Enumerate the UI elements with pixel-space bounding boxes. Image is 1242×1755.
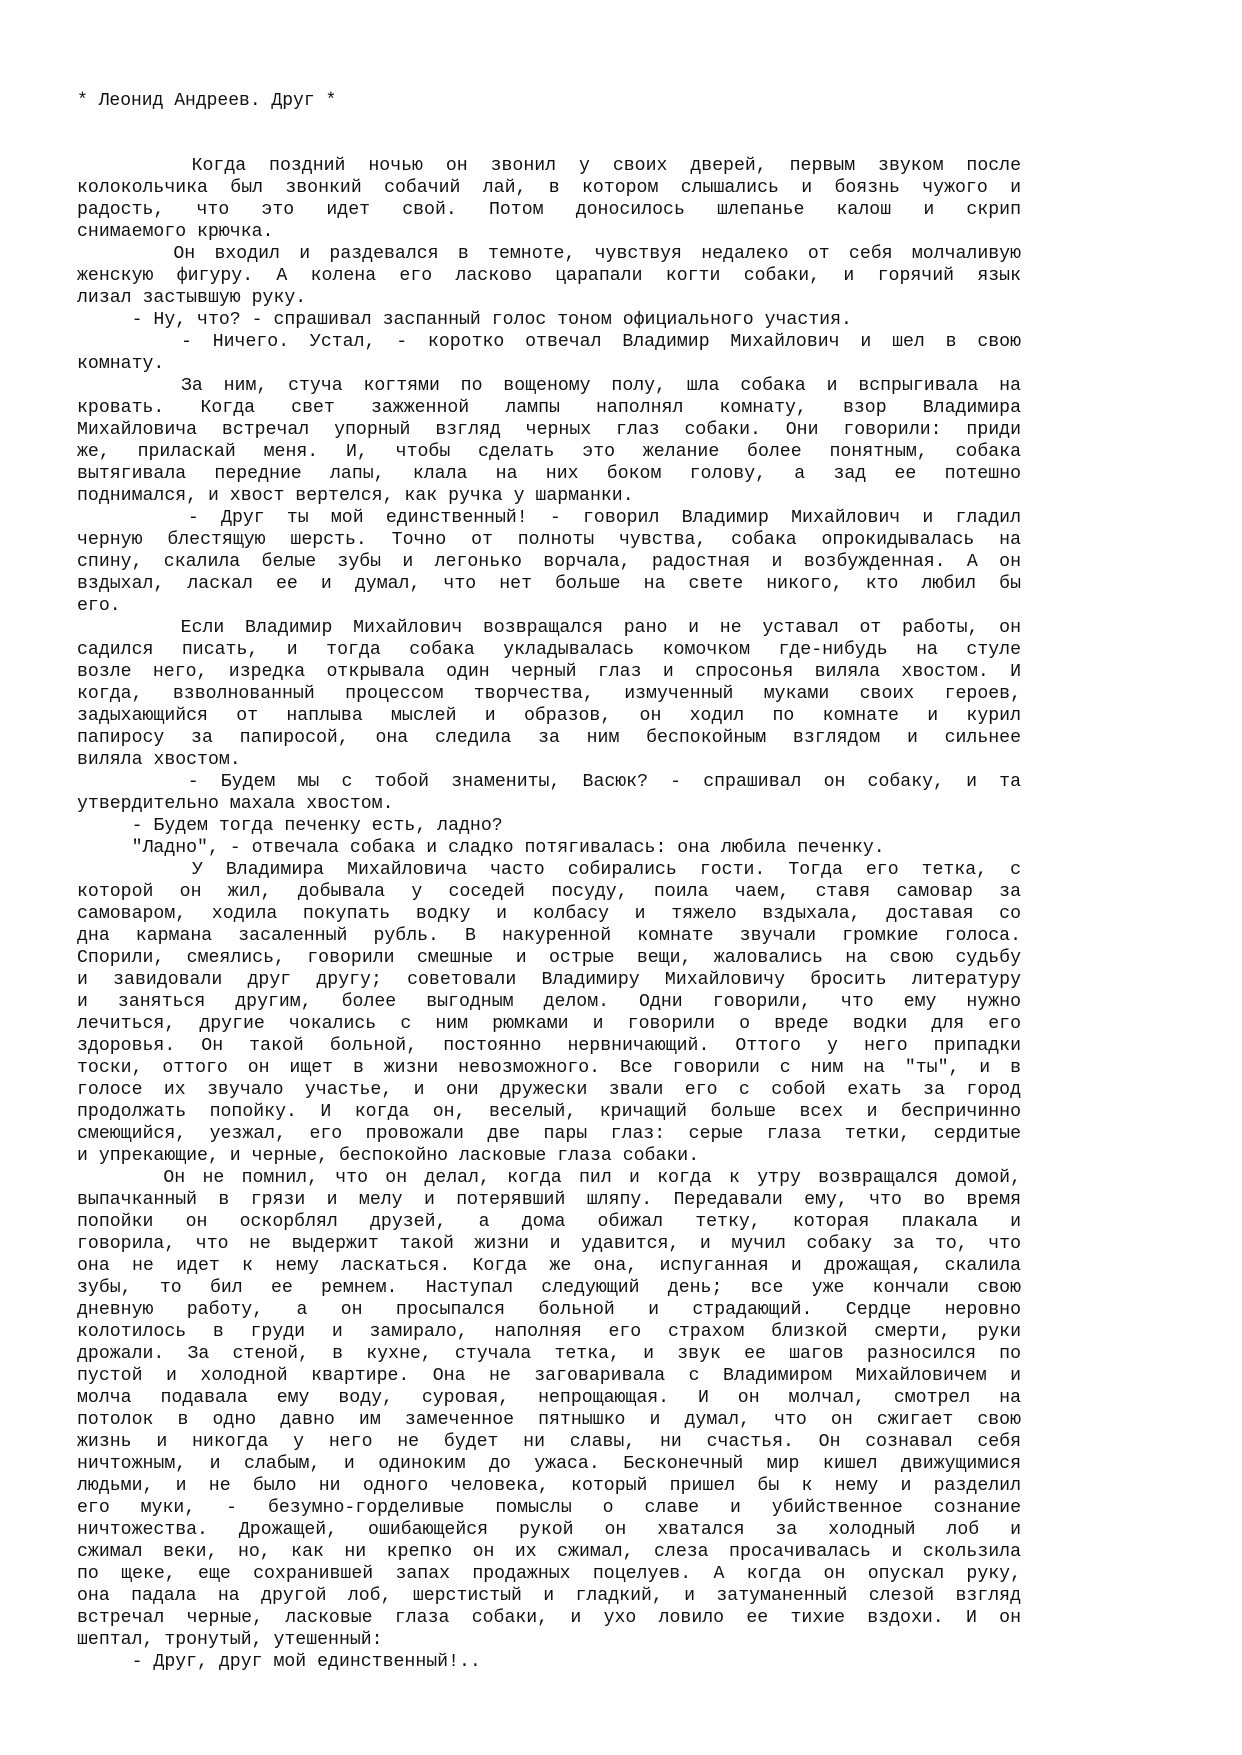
text-line: здоровья. Он такой больной, постоянно нервничающий. Оттого у него припадки <box>77 1036 1021 1056</box>
text-line: вздыхал, ласкал ее и думал, что нет больше на свете никого, кто любил бы <box>77 574 1021 594</box>
text-line: шептал, тронутый, утешенный: <box>77 1630 383 1650</box>
text-line: по щеке, еще сохранившей запах продажных поцелуев. А когда он опускал руку, <box>77 1564 1021 1584</box>
text-line: пустой и холодной квартире. Она не заговаривала с Владимиром Михайловичем и <box>77 1366 1021 1386</box>
text-line: жизнь и никогда у него не будет ни славы, ни счастья. Он сознавал себя <box>77 1432 1021 1452</box>
text-line: возле него, изредка открывала один черный глаз и спросонья виляла хвостом. И <box>77 662 1021 682</box>
text-line: лечиться, другие чокались с ним рюмками и говорили о вреде водки для его <box>77 1014 1021 1034</box>
text-line: и завидовали друг другу; советовали Владимиру Михайловичу бросить литературу <box>77 970 1021 990</box>
text-line: садился писать, и тогда собака укладывалась комочком где-нибудь на стуле <box>77 640 1021 660</box>
text-line: ничтожества. Дрожащей, ошибающейся рукой он хватался за холодный лоб и <box>77 1520 1021 1540</box>
text-line: "Ладно", - отвечала собака и сладко потягивалась: она любила печенку. <box>77 838 885 858</box>
text-line: колотилось в груди и замирало, наполняя его страхом близкой смерти, руки <box>77 1322 1021 1342</box>
text-line: когда, взволнованный процессом творчества, измученный муками своих героев, <box>77 684 1021 704</box>
text-line: которой он жил, добывала у соседей посуду, поила чаем, ставя самовар за <box>77 882 1021 902</box>
text-line: колокольчика был звонкий собачий лай, в котором слышались и боязнь чужого и <box>77 178 1021 198</box>
text-line: сжимал веки, но, как ни крепко он их сжимал, слеза просачивалась и скользила <box>77 1542 1021 1562</box>
text-line: выпачканный в грязи и мелу и потерявший шляпу. Передавали ему, что во время <box>77 1190 1021 1210</box>
text-line: У Владимира Михайловича часто собирались гости. Тогда его тетка, с <box>77 860 1021 880</box>
document-body <box>77 155 1021 1673</box>
document-title: * Леонид Андреев. Друг * <box>77 91 337 111</box>
text-line: задыхающийся от наплыва мыслей и образов, он ходил по комнате и курил <box>77 706 1021 726</box>
text-line: встречал черные, ласковые глаза собаки, и ухо ловило ее тихие вздохи. И он <box>77 1608 1021 1628</box>
text-line: женскую фигуру. А колена его ласково царапали когти собаки, и горячий язык <box>77 266 1021 286</box>
text-line: черную блестящую шерсть. Точно от полноты чувства, собака опрокидывалась на <box>77 530 1021 550</box>
text-line: же, приласкай меня. И, чтобы сделать это желание более понятным, собака <box>77 442 1021 462</box>
text-line: молча подавала ему воду, суровая, непрощающая. И он молчал, смотрел на <box>77 1388 1021 1408</box>
text-line: лизал застывшую руку. <box>77 288 307 308</box>
text-line: Когда поздний ночью он звонил у своих дверей, первым звуком после <box>77 156 1021 176</box>
text-line: - Будем тогда печенку есть, ладно? <box>77 816 503 836</box>
text-line: самоваром, ходила покупать водку и колбасу и тяжело вздыхала, доставая со <box>77 904 1021 924</box>
text-line: продолжать попойку. И когда он, веселый, кричащий больше всех и беспричинно <box>77 1102 1021 1122</box>
text-line: и упрекающие, и черные, беспокойно ласковые глаза собаки. <box>77 1146 700 1166</box>
text-line: снимаемого крючка. <box>77 222 274 242</box>
text-line: Он не помнил, что он делал, когда пил и когда к утру возвращался домой, <box>77 1168 1021 1188</box>
text-line: его. <box>77 596 121 616</box>
text-line: попойки он оскорблял друзей, а дома обижал тетку, которая плакала и <box>77 1212 1021 1232</box>
text-line: она не идет к нему ласкаться. Когда же она, испуганная и дрожащая, скалила <box>77 1256 1021 1276</box>
text-line: и заняться другим, более выгодным делом. Одни говорили, что ему нужно <box>77 992 1021 1012</box>
text-line: - Друг, друг мой единственный!.. <box>77 1652 481 1672</box>
text-line: Михайловича встречал упорный взгляд черных глаз собаки. Они говорили: приди <box>77 420 1021 440</box>
text-line: Если Владимир Михайлович возвращался рано и не уставал от работы, он <box>77 618 1021 638</box>
text-line: зубы, то бил ее ремнем. Наступал следующий день; все уже кончали свою <box>77 1278 1021 1298</box>
text-line: утвердительно махала хвостом. <box>77 794 394 814</box>
text-line: Спорили, смеялись, говорили смешные и острые вещи, жаловались на свою судьбу <box>77 948 1021 968</box>
text-line: тоски, оттого он ищет в жизни невозможного. Все говорили с ним на "ты", и в <box>77 1058 1021 1078</box>
text-line: голосе их звучало участье, и они дружески звали его с собой ехать за город <box>77 1080 1021 1100</box>
text-line: ничтожным, и слабым, и одиноким до ужаса. Бесконечный мир кишел движущимися <box>77 1454 1021 1474</box>
text-line: дрожали. За стеной, в кухне, стучала тетка, и звук ее шагов разносился по <box>77 1344 1021 1364</box>
text-line: комнату. <box>77 354 165 374</box>
text-line: - Друг ты мой единственный! - говорил Владимир Михайлович и гладил <box>77 508 1021 528</box>
text-line: Он входил и раздевался в темноте, чувствуя недалеко от себя молчаливую <box>77 244 1021 264</box>
text-line: папиросу за папиросой, она следила за ним беспокойным взглядом и сильнее <box>77 728 1021 748</box>
text-line: - Ну, что? - спрашивал заспанный голос тоном официального участия. <box>77 310 852 330</box>
text-line: вытягивала передние лапы, клала на них боком голову, а зад ее потешно <box>77 464 1021 484</box>
text-line: - Будем мы с тобой знамениты, Васюк? - спрашивал он собаку, и та <box>77 772 1021 792</box>
text-line: дна кармана засаленный рубль. В накуренной комнате звучали громкие голоса. <box>77 926 1021 946</box>
text-line: людьми, и не было ни одного человека, который пришел бы к нему и разделил <box>77 1476 1021 1496</box>
text-line: За ним, стуча когтями по вощеному полу, шла собака и вспрыгивала на <box>77 376 1021 396</box>
text-line: поднимался, и хвост вертелся, как ручка у шарманки. <box>77 486 634 506</box>
text-line: спину, скалила белые зубы и легонько ворчала, радостная и возбужденная. А он <box>77 552 1021 572</box>
text-line: виляла хвостом. <box>77 750 241 770</box>
text-line: смеющийся, уезжал, его провожали две пары глаз: серые глаза тетки, сердитые <box>77 1124 1021 1144</box>
text-line: дневную работу, а он просыпался больной и страдающий. Сердце неровно <box>77 1300 1021 1320</box>
text-line: потолок в одно давно им замеченное пятнышко и думал, что он сжигает свою <box>77 1410 1021 1430</box>
text-line: кровать. Когда свет зажженной лампы наполнял комнату, взор Владимира <box>77 398 1021 418</box>
text-line: радость, что это идет свой. Потом доносилось шлепанье калош и скрип <box>77 200 1021 220</box>
text-line: говорила, что не выдержит такой жизни и удавится, и мучил собаку за то, что <box>77 1234 1021 1254</box>
text-line: его муки, - безумно-горделивые помыслы о славе и убийственное сознание <box>77 1498 1021 1518</box>
text-line: - Ничего. Устал, - коротко отвечал Владимир Михайлович и шел в свою <box>77 332 1021 352</box>
text-line: она падала на другой лоб, шерстистый и гладкий, и затуманенный слезой взгляд <box>77 1586 1021 1606</box>
